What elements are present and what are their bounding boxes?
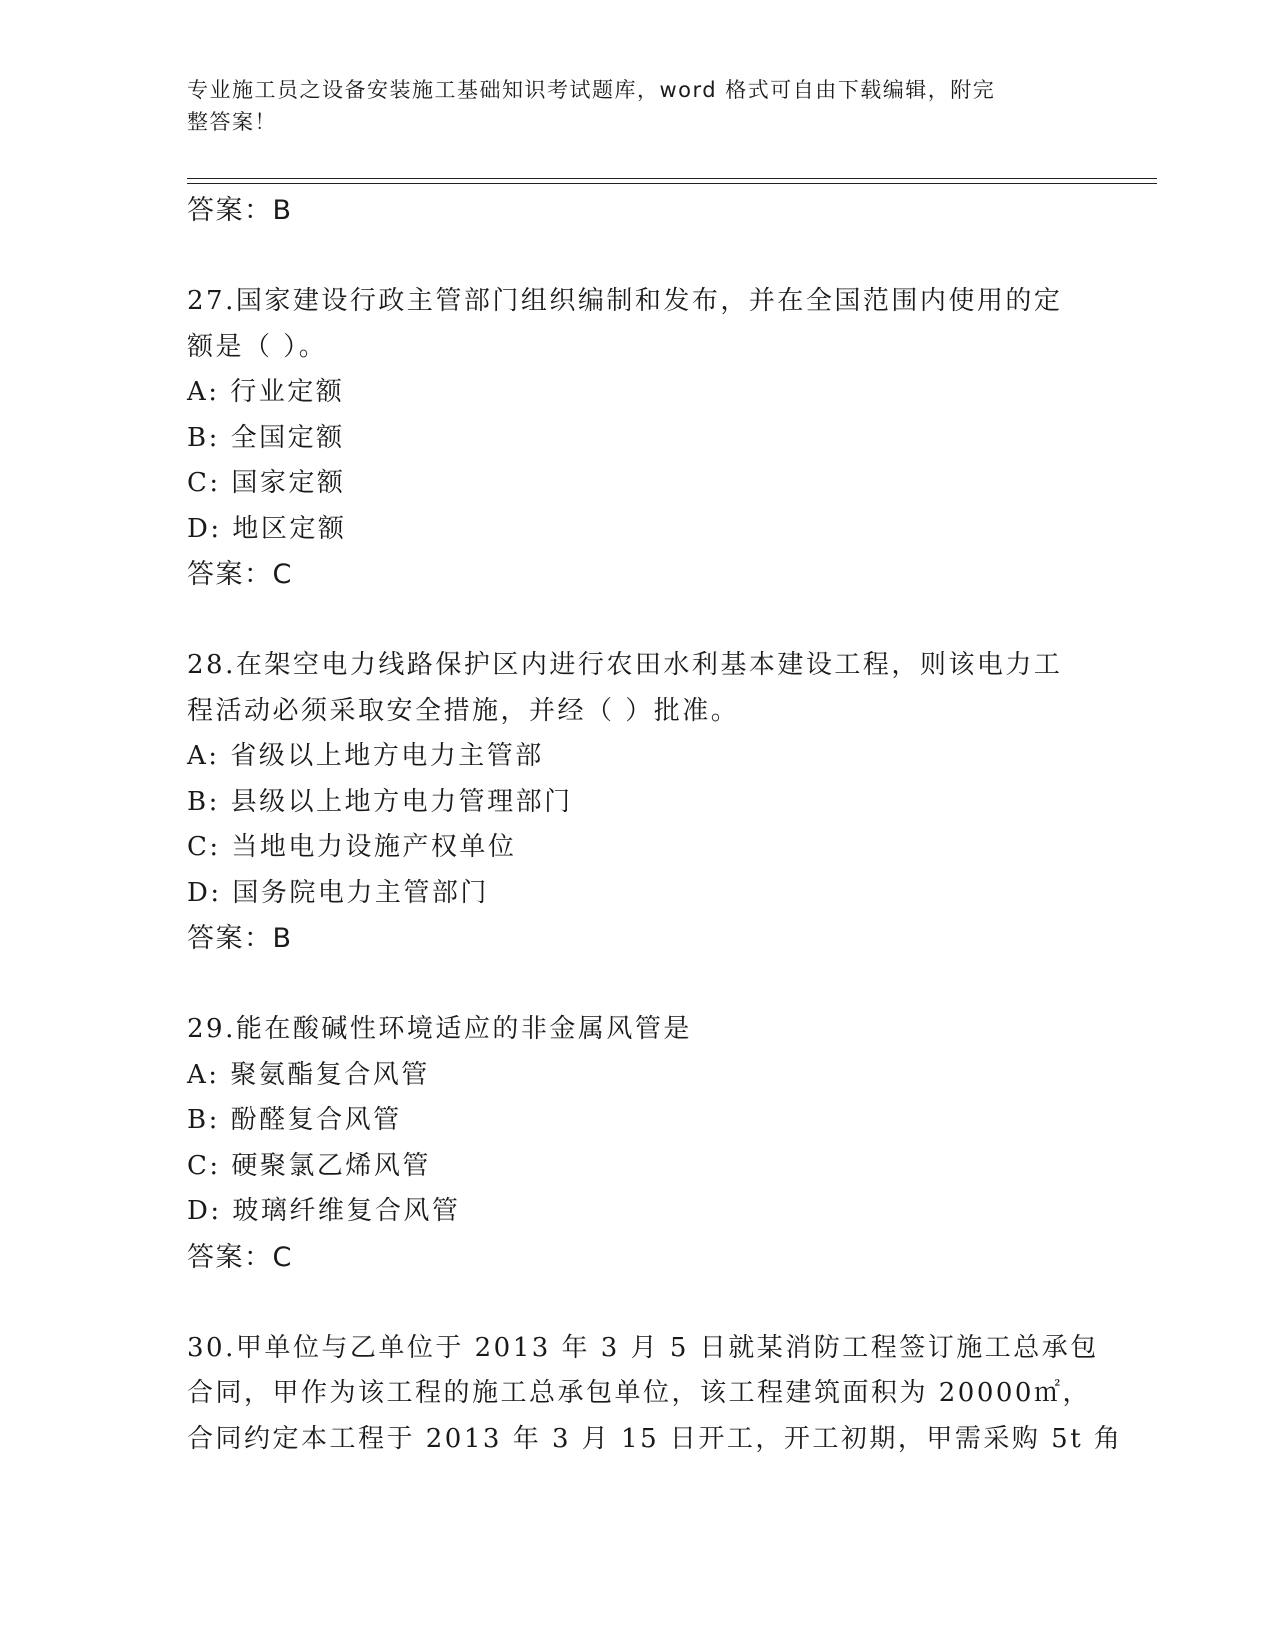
question-29-option-b: B: 酚醛复合风管 — [187, 1105, 402, 1135]
question-29-answer: 答案：C — [187, 1241, 293, 1273]
spacer — [187, 234, 1087, 280]
question-30-stem-line-2: 合同，甲作为该工程的施工总承包单位，该工程建筑面积为 20000㎡， — [187, 1378, 1091, 1408]
question-28-stem-line-2: 程活动必须采取安全措施，并经（ ）批准。 — [187, 695, 740, 726]
page-header — [187, 74, 1087, 138]
question-27-option-d: D: 地区定额 — [187, 513, 347, 544]
question-27-option-c: C: 国家定额 — [187, 468, 346, 498]
question-29-option-c: C: 硬聚氯乙烯风管 — [187, 1150, 431, 1181]
question-27-stem-line-1: 27.国家建设行政主管部门组织编制和发布，并在全国范围内使用的定 — [187, 286, 1063, 316]
question-28-option-a: A: 省级以上地方电力主管部 — [187, 741, 544, 771]
spacer — [187, 1280, 1087, 1326]
question-29-option-d: D: 玻璃纤维复合风管 — [187, 1196, 461, 1226]
question-28-option-b: B: 县级以上地方电力管理部门 — [187, 786, 573, 817]
question-27-stem-line-2: 额是（ ）。 — [187, 331, 328, 362]
question-28-option-c: C: 当地电力设施产权单位 — [187, 832, 517, 862]
question-28-stem-line-1: 28.在架空电力线路保护区内进行农田水利基本建设工程，则该电力工 — [187, 650, 1063, 680]
question-30 — [187, 1326, 1123, 1463]
question-29-stem-line-1: 29.能在酸碱性环境适应的非金属风管是 — [187, 1014, 692, 1044]
question-27-answer: 答案：C — [187, 559, 293, 590]
header-rule-thick — [187, 178, 1157, 179]
question-27-option-a: A: 行业定额 — [187, 377, 345, 407]
spacer — [187, 962, 1087, 1008]
question-28-answer: 答案：B — [187, 923, 293, 954]
header-line-2: 整答案！ — [187, 110, 277, 134]
question-28 — [187, 643, 1087, 962]
question-30-stem-line-1: 30.甲单位与乙单位于 2013 年 3 月 5 日就某消防工程签订施工总承包 — [187, 1332, 1099, 1363]
question-29-option-a: A: 聚氨酯复合风管 — [187, 1059, 430, 1090]
question-29 — [187, 1007, 1087, 1280]
header-rule-thin — [187, 183, 1157, 184]
question-28-option-d: D: 国务院电力主管部门 — [187, 877, 489, 908]
header-line-1: 专业施工员之设备安装施工基础知识考试题库，word 格式可自由下载编辑，附完 — [187, 78, 996, 102]
question-list — [187, 188, 1123, 1462]
question-30-stem-line-3: 合同约定本工程于 2013 年 3 月 15 日开工，开工初期，甲需采购 5t 角 — [187, 1423, 1123, 1454]
question-27 — [187, 279, 1087, 598]
spacer — [187, 598, 1087, 644]
question-27-option-b: B: 全国定额 — [187, 422, 345, 453]
prev-question-answer: 答案：B — [187, 195, 293, 226]
